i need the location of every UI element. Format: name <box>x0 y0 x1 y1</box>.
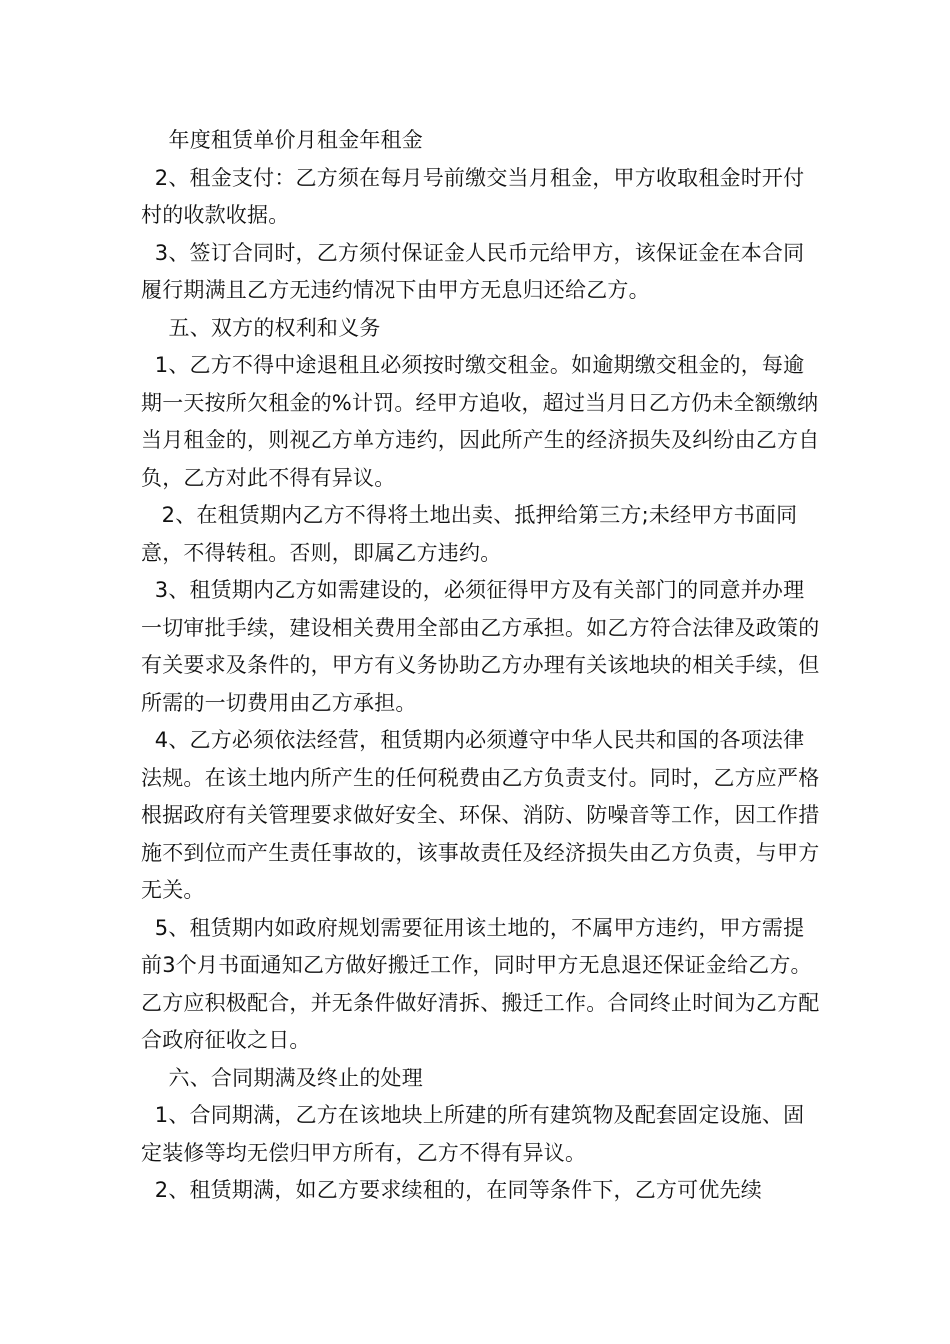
rent-table-header-line: 年度租赁单价月租金年租金 <box>141 128 423 152</box>
clause-no-early-termination: 1、乙方不得中途退租且必须按时缴交租金。如逾期缴交租金的，每逾期一天按所欠租金的%计罚。经甲方追收，超过当月日乙方仍未全额缴纳当月租金的，则视乙方单方违约，因此所产生的经济损失及纠纷由乙方自负，乙方对此不得有异议。 <box>141 353 820 490</box>
clause-lawful-operation: 4、乙方必须依法经营，租赁期内必须遵守中华人民共和国的各项法律法规。在该土地内所产生的任何税费由乙方负责支付。同时，乙方应严格根据政府有关管理要求做好安全、环保、消防、防噪音等工作，因工作措施不到位而产生责任事故的，该事故责任及经济损失由乙方负责，与甲方无关。 <box>141 728 820 902</box>
clause-no-sale-or-sublease: 2、在租赁期内乙方不得将土地出卖、抵押给第三方;未经甲方书面同意，不得转租。否则，即属乙方违约。 <box>141 503 798 565</box>
clause-rent-payment: 2、租金支付：乙方须在每月号前缴交当月租金，甲方收取租金时开付村的收款收据。 <box>141 165 805 227</box>
section-heading-rights-obligations: 五、双方的权利和义务 <box>141 315 381 340</box>
clause-expiry-buildings: 1、合同期满，乙方在该地块上所建的所有建筑物及配套固定设施、固定装修等均无偿归甲方所有，乙方不得有异议。 <box>141 1103 805 1165</box>
clause-renewal-priority: 2、租赁期满，如乙方要求续租的，在同等条件下，乙方可优先续 <box>141 1178 762 1202</box>
clause-deposit: 3、签订合同时，乙方须付保证金人民币元给甲方，该保证金在本合同履行期满且乙方无违约情况下由甲方无息归还给乙方。 <box>141 240 805 302</box>
section-heading-expiry-termination: 六、合同期满及终止的处理 <box>141 1065 423 1090</box>
clause-construction-approval: 3、租赁期内乙方如需建设的，必须征得甲方及有关部门的同意并办理一切审批手续，建设相关费用全部由乙方承担。如乙方符合法律及政策的有关要求及条件的，甲方有义务协助乙方办理有关该地块的相关手续，但所需的一切费用由乙方承担。 <box>141 578 820 715</box>
document-body <box>141 122 821 1210</box>
clause-government-requisition: 5、租赁期内如政府规划需要征用该土地的，不属甲方违约，甲方需提前3个月书面通知乙方做好搬迁工作，同时甲方无息退还保证金给乙方。乙方应积极配合，并无条件做好清拆、搬迁工作。合同终止时间为乙方配合政府征收之日。 <box>141 915 820 1052</box>
